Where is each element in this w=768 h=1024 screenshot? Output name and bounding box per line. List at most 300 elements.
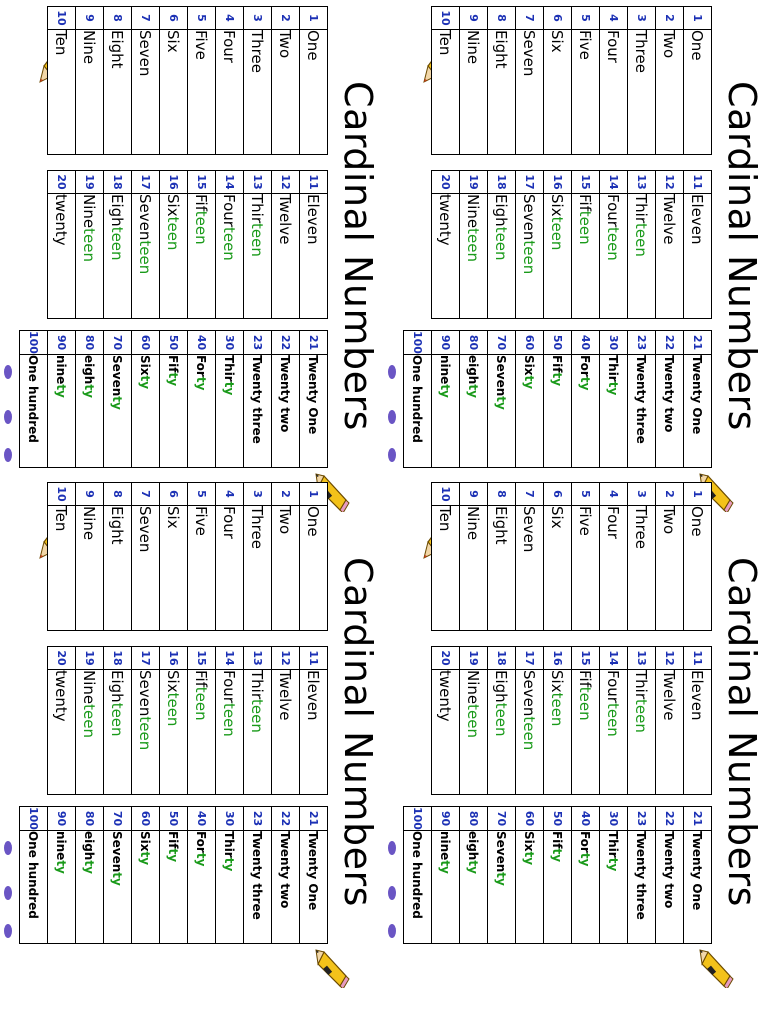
word-base: nine [54,830,69,861]
word-base: Eigh [492,670,511,703]
table-row [460,331,488,468]
table-row [160,171,188,319]
word-base: Nine [464,194,483,229]
word-base: Eleven [688,670,707,721]
number-digit: 11 [684,171,712,194]
number-digit: 13 [244,647,272,670]
number-digit: 12 [656,647,684,670]
number-word [104,354,132,467]
number-word [20,830,48,943]
word-suffix-highlight: teen [576,210,595,245]
word-base: Six [522,354,537,376]
number-digit: 60 [516,331,544,355]
word-base: Fif [166,354,181,373]
number-digit: 9 [460,483,488,506]
table-row [572,331,600,468]
number-word [600,506,628,631]
number-word [216,670,244,795]
table-row [76,807,104,944]
number-digit: 2 [656,7,684,30]
number-digit: 8 [104,7,132,30]
table-row [684,171,712,319]
number-word [544,194,572,319]
table-row [104,807,132,944]
word-suffix-highlight: ty [138,851,153,866]
word-suffix-highlight: teen [136,240,155,275]
word-suffix-highlight: teen [632,699,651,733]
number-digit: 80 [460,331,488,355]
number-digit: 22 [272,331,300,355]
number-word [544,506,572,631]
table-row [516,807,544,944]
table-row [432,647,460,795]
numbers-table-1-10 [47,482,328,631]
table-row [684,331,712,468]
number-digit: 1 [684,7,712,30]
table-row [160,647,188,795]
word-suffix-highlight: ty [82,860,97,874]
word-suffix-highlight: ty [466,860,481,874]
number-word [244,506,272,631]
table-row [656,331,684,468]
word-base: nine [438,830,453,861]
word-base: Four [220,194,239,227]
table-row [432,807,460,944]
number-word [432,194,460,319]
word-base: Twelve [276,194,295,245]
word-base: Eight [108,506,127,545]
word-base: Eight [492,30,511,69]
decorative-blob [388,448,396,462]
word-base: Six [548,30,567,53]
number-digit: 20 [432,171,460,194]
word-base: Fif [550,354,565,373]
number-digit: 17 [132,647,160,670]
cardinal-numbers-card [384,0,768,512]
word-base: Two [276,30,295,59]
number-digit: 1 [300,7,328,30]
card-content [0,476,384,988]
numbers-table-21-100 [403,330,712,468]
word-suffix-highlight: ty [194,852,209,867]
number-word [684,30,712,155]
word-base: Twenty three [634,830,649,920]
word-suffix-highlight: teen [220,226,239,261]
table-row [132,7,160,155]
number-word [160,30,188,155]
number-word [600,670,628,795]
decorative-blob [388,410,396,424]
word-suffix-highlight: ty [222,381,237,396]
numbers-table-1-10 [431,482,712,631]
word-base: Eigh [492,194,511,227]
table-row [656,483,684,631]
word-base: Seven [136,194,155,241]
number-word [460,194,488,319]
number-word [516,354,544,467]
number-digit: 9 [76,483,104,506]
word-base: Nine [464,506,483,541]
word-base: Seven [520,670,539,717]
number-word [48,506,76,631]
number-digit: 7 [516,483,544,506]
number-digit: 22 [272,807,300,831]
word-base: Thir [222,830,237,858]
table-row [216,483,244,631]
table-row [76,647,104,795]
word-base: Nine [464,30,483,65]
numbers-table-21-100 [19,330,328,468]
number-digit: 11 [300,647,328,670]
number-word [488,194,516,319]
word-suffix-highlight: teen [548,216,567,251]
number-digit: 80 [76,331,104,355]
number-digit: 12 [272,171,300,194]
word-base: Twenty two [662,354,677,433]
number-word [216,354,244,467]
table-row [244,807,272,944]
number-digit: 22 [656,331,684,355]
card-title: Cardinal Numbers [336,81,380,431]
word-suffix-highlight: ty [110,396,125,410]
word-base: For [194,830,209,853]
word-base: Three [632,30,651,73]
word-suffix-highlight: teen [492,702,511,737]
word-suffix-highlight: teen [548,692,567,727]
pencil-icon [314,946,350,988]
word-base: Nine [80,670,99,705]
table-row [460,647,488,795]
table-row [460,171,488,319]
number-word [572,506,600,631]
word-suffix-highlight: teen [136,716,155,751]
table-row [244,7,272,155]
table-row [160,331,188,468]
number-word [76,670,104,795]
table-row [488,647,516,795]
table-row [132,331,160,468]
number-word [628,506,656,631]
table-row [300,331,328,468]
word-suffix-highlight: ty [438,384,453,398]
number-digit: 12 [272,647,300,670]
word-suffix-highlight: ty [606,381,621,396]
word-suffix-highlight: teen [164,216,183,251]
number-digit: 17 [516,171,544,194]
word-base: Nine [80,506,99,541]
table-row [272,171,300,319]
number-word [48,354,76,467]
number-word [572,830,600,943]
number-digit: 16 [160,647,188,670]
word-suffix-highlight: teen [492,226,511,261]
number-word [432,670,460,795]
number-word [544,354,572,467]
word-base: Twenty One [690,830,705,911]
word-suffix-highlight: teen [520,716,539,751]
number-word [460,30,488,155]
table-row [272,7,300,155]
number-digit: 20 [48,171,76,194]
number-word [76,30,104,155]
decorative-blob [4,841,12,855]
cardinal-numbers-card [0,0,384,512]
cardinal-numbers-card [0,476,384,988]
table-row [544,7,572,155]
word-base: Six [522,830,537,852]
number-word [684,830,712,943]
number-word [132,30,160,155]
number-word [600,30,628,155]
table-row [600,647,628,795]
number-word [572,30,600,155]
word-base: Fif [550,830,565,849]
word-base: Eleven [304,194,323,245]
table-row [516,7,544,155]
number-digit: 14 [600,171,628,194]
numbers-table-21-100 [19,806,328,944]
number-digit: 2 [656,483,684,506]
word-base: Seven [520,30,539,77]
table-row [300,7,328,155]
table-row [628,331,656,468]
number-digit: 40 [572,807,600,831]
table-row [656,647,684,795]
number-digit: 19 [76,171,104,194]
table-row [404,331,432,468]
number-word [572,354,600,467]
table-row [216,647,244,795]
number-word [244,354,272,467]
number-digit: 80 [460,807,488,831]
number-word [48,830,76,943]
number-word [300,354,328,467]
table-row [628,483,656,631]
number-digit: 22 [656,807,684,831]
word-base: Thir [248,194,267,224]
word-base: eigh [82,354,97,385]
number-digit: 40 [188,807,216,831]
word-base: Seven [110,830,125,873]
number-digit: 60 [516,807,544,831]
word-base: Twelve [660,194,679,245]
table-row [488,171,516,319]
word-base: Thir [248,670,267,700]
word-base: Eleven [688,194,707,245]
number-digit: 15 [188,647,216,670]
number-digit: 9 [460,7,488,30]
decorative-blob [4,924,12,938]
number-word [272,354,300,467]
table-row [684,483,712,631]
number-digit: 1 [684,483,712,506]
table-row [272,647,300,795]
number-digit: 21 [300,807,328,831]
number-word [76,194,104,319]
decorative-blob [388,365,396,379]
number-digit: 11 [300,171,328,194]
word-base: Twenty three [250,830,265,920]
word-suffix-highlight: ty [494,396,509,410]
number-word [684,670,712,795]
word-suffix-highlight: teen [80,228,99,262]
table-row [572,807,600,944]
number-digit: 4 [600,483,628,506]
word-base: twenty [52,670,71,722]
table-row [600,331,628,468]
table-row [48,807,76,944]
word-suffix-highlight: ty [522,851,537,866]
number-digit: 23 [244,807,272,831]
numbers-table-21-100 [403,806,712,944]
table-row [684,647,712,795]
number-digit: 17 [516,647,544,670]
table-row [48,171,76,319]
table-row [516,647,544,795]
word-base: Five [192,506,211,536]
number-word [600,830,628,943]
number-digit: 40 [188,331,216,355]
number-digit: 100 [20,331,48,355]
number-word [48,670,76,795]
word-base: Five [192,30,211,60]
table-row [300,807,328,944]
number-word [628,354,656,467]
table-row [628,171,656,319]
number-digit: 10 [48,483,76,506]
word-base: Twenty two [278,354,293,433]
number-digit: 80 [76,807,104,831]
number-word [432,354,460,467]
number-word [188,354,216,467]
cardinal-numbers-card [384,476,768,988]
number-digit: 14 [216,647,244,670]
number-word [656,30,684,155]
word-base: For [578,354,593,377]
table-row [516,483,544,631]
number-digit: 18 [488,647,516,670]
table-row [300,483,328,631]
table-row [488,807,516,944]
table-row [216,807,244,944]
number-word [488,30,516,155]
number-digit: 13 [628,171,656,194]
number-word [76,830,104,943]
word-base: Seven [136,30,155,77]
table-row [48,7,76,155]
table-row [76,7,104,155]
table-row [188,647,216,795]
word-base: Twenty One [690,354,705,435]
number-word [244,670,272,795]
number-word [48,194,76,319]
number-digit: 30 [600,807,628,831]
number-word [460,506,488,631]
table-row [188,483,216,631]
decorative-blob [388,886,396,900]
number-digit: 10 [48,7,76,30]
number-digit: 90 [48,807,76,831]
number-word [216,830,244,943]
number-digit: 16 [544,171,572,194]
table-row [460,483,488,631]
table-row [188,331,216,468]
word-base: Six [548,670,567,693]
word-base: Two [660,30,679,59]
table-row [132,171,160,319]
number-digit: 15 [572,171,600,194]
number-word [460,670,488,795]
word-base: Thir [222,354,237,382]
number-digit: 15 [188,171,216,194]
word-suffix-highlight: teen [248,699,267,733]
number-digit: 13 [628,647,656,670]
word-suffix-highlight: ty [494,872,509,886]
number-word [104,506,132,631]
card-title: Cardinal Numbers [336,557,380,907]
word-suffix-highlight: ty [438,860,453,874]
number-digit: 100 [404,331,432,355]
number-digit: 6 [544,483,572,506]
number-word [488,354,516,467]
word-base: Four [220,670,239,703]
table-row [76,483,104,631]
word-suffix-highlight: teen [248,223,267,257]
number-digit: 2 [272,7,300,30]
word-base: Six [164,670,183,693]
word-base: Ten [52,30,71,56]
number-digit: 1 [300,483,328,506]
word-suffix-highlight: ty [522,375,537,390]
word-base: Nine [80,194,99,229]
word-base: Three [632,506,651,549]
number-digit: 30 [600,331,628,355]
word-suffix-highlight: ty [166,848,181,863]
word-suffix-highlight: ty [550,372,565,387]
number-digit: 50 [160,331,188,355]
word-base: Fif [576,670,595,687]
word-base: Seven [520,194,539,241]
table-row [628,807,656,944]
word-base: Four [604,506,623,539]
number-word [272,194,300,319]
number-word [132,506,160,631]
word-base: Twelve [660,670,679,721]
word-base: Fif [576,194,595,211]
word-base: Four [604,194,623,227]
number-digit: 18 [104,647,132,670]
number-word [516,194,544,319]
number-digit: 60 [132,807,160,831]
number-digit: 15 [572,647,600,670]
card-content [0,0,384,512]
number-digit: 6 [160,483,188,506]
table-row [216,331,244,468]
table-row [572,7,600,155]
table-row [300,171,328,319]
number-word [188,194,216,319]
word-base: Thir [632,670,651,700]
table-row [432,483,460,631]
number-word [244,194,272,319]
word-suffix-highlight: teen [220,702,239,737]
word-suffix-highlight: teen [164,692,183,727]
word-base: Four [604,670,623,703]
number-digit: 4 [216,483,244,506]
number-digit: 8 [488,483,516,506]
decorative-blob [4,410,12,424]
number-digit: 40 [572,331,600,355]
